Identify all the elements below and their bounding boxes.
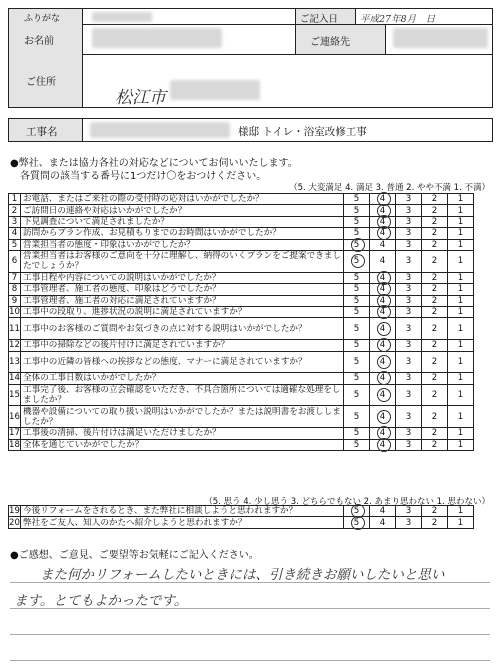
rating-value: 1 <box>457 506 464 517</box>
rating-option-4[interactable] <box>370 373 396 384</box>
rating-value: 5 <box>353 256 360 267</box>
rating-value: 3 <box>405 373 412 384</box>
rating-value: 5 <box>353 390 360 401</box>
rating-option-2[interactable] <box>422 428 448 439</box>
rating-option-4[interactable] <box>370 318 396 340</box>
rating-value: 3 <box>405 411 412 422</box>
rating-value: 4 <box>379 390 386 401</box>
question-row <box>9 284 474 295</box>
name-label: お名前 <box>24 36 54 47</box>
rating-option-5[interactable] <box>344 205 370 216</box>
rating-value: 1 <box>457 216 464 227</box>
rating-value: 3 <box>405 205 412 216</box>
question-row <box>9 194 474 205</box>
rating-option-5[interactable] <box>344 272 370 283</box>
rating-option-3[interactable] <box>396 306 422 317</box>
rating-value: 4 <box>379 356 386 367</box>
rating-option-1[interactable] <box>448 295 474 306</box>
rating-option-1[interactable] <box>448 406 474 428</box>
rating-value: 2 <box>431 272 438 283</box>
date-label: ご記入日 <box>300 14 339 25</box>
rating-option-2[interactable] <box>422 284 448 295</box>
rating-option-1[interactable] <box>448 205 474 216</box>
rating-value: 2 <box>431 205 438 216</box>
question-number: 12 <box>9 340 20 351</box>
question-row <box>9 351 474 373</box>
question-number: 8 <box>9 284 21 295</box>
rating-value: 1 <box>457 439 464 450</box>
rating-option-3[interactable] <box>396 428 422 439</box>
rating-value: 1 <box>457 428 464 439</box>
rating-value: 3 <box>405 517 412 528</box>
question-text: 営業担当者の態度・印象はいかがでしたか？ <box>21 239 344 250</box>
rating-option-5[interactable] <box>344 439 370 450</box>
rating-value: 3 <box>405 272 412 283</box>
rating-value: 1 <box>457 411 464 422</box>
rating-value: 3 <box>405 439 412 450</box>
rating-option-2[interactable] <box>422 216 448 227</box>
question-number: 7 <box>9 272 21 283</box>
rating-option-5[interactable] <box>344 295 370 306</box>
rating-option-4[interactable] <box>370 228 396 239</box>
question-number: 3 <box>9 216 21 227</box>
rating-option-1[interactable] <box>448 373 474 384</box>
selected-circle-mark <box>351 516 365 530</box>
rating-value: 4 <box>379 194 386 205</box>
question-text: 弊社をご友人、知人のかたへ紹介しようと思われますか？ <box>21 517 344 528</box>
question-number: 9 <box>9 295 21 306</box>
rating-option-2[interactable] <box>422 194 448 205</box>
rating-value: 1 <box>457 228 464 239</box>
rating-option-4[interactable] <box>370 439 396 450</box>
rating-option-2[interactable] <box>422 351 448 373</box>
job-title: 様邸 トイレ・浴室改修工事 <box>238 126 367 138</box>
question-text: 機器や設備についての取り扱い説明はいかがでしたか？または説明書をお渡ししましたか？ <box>21 406 344 428</box>
rating-option-1[interactable] <box>448 272 474 283</box>
selected-circle-mark <box>377 322 391 336</box>
rating-value: 3 <box>405 356 412 367</box>
question-text: お電話、またはご来社の際の受付時の応対はいかがでしたか？ <box>21 194 344 205</box>
rating-value: 1 <box>457 205 464 216</box>
rating-option-1[interactable] <box>448 506 474 517</box>
question-row <box>9 295 474 306</box>
rating-value: 2 <box>431 506 438 517</box>
comment-text-line-2: ます。とてもよかったです。 <box>14 593 188 609</box>
rating-value: 1 <box>457 239 464 250</box>
rating-value: 2 <box>431 411 438 422</box>
rating-option-5[interactable] <box>344 239 370 250</box>
rating-value: 4 <box>379 439 386 450</box>
rating-option-2[interactable] <box>422 228 448 239</box>
rating-value: 2 <box>431 323 438 334</box>
question-row <box>9 506 474 517</box>
rating-option-2[interactable] <box>422 306 448 317</box>
comment-text-line-1: また何かリフォームしたいときには、引き続きお願いしたいと思い <box>40 567 445 583</box>
rating-option-1[interactable] <box>448 194 474 205</box>
rating-option-4[interactable] <box>370 250 396 272</box>
comment-line <box>10 660 490 661</box>
rating-option-1[interactable] <box>448 340 474 351</box>
rating-value: 3 <box>405 390 412 401</box>
rating-option-4[interactable] <box>370 506 396 517</box>
rating-option-5[interactable] <box>344 284 370 295</box>
rating-option-2[interactable] <box>422 373 448 384</box>
rating-value: 5 <box>353 295 360 306</box>
rating-value: 3 <box>405 307 412 318</box>
question-number: 2 <box>9 205 21 216</box>
intro-line-1: ●弊社、または協力各社の対応などについてお伺いいたします。 <box>10 158 298 169</box>
rating-option-2[interactable] <box>422 295 448 306</box>
question-text: 訪問からプラン作成、お見積もりまでのお時間はいかがでしたか？ <box>21 228 344 239</box>
question-number: 5 <box>9 239 21 250</box>
rating-value: 3 <box>405 239 412 250</box>
rating-value: 2 <box>431 307 438 318</box>
rating-value: 5 <box>353 216 360 227</box>
rating-value: 3 <box>405 216 412 227</box>
agreement-scale-legend: （5. 思う 4. 少し思う 3. どちらでもない 2. あまり思わない 1. 思わない） <box>204 497 490 507</box>
question-text: 下見調査について満足されましたか？ <box>21 216 344 227</box>
rating-value: 2 <box>431 228 438 239</box>
rating-value: 3 <box>405 194 412 205</box>
rating-option-5[interactable] <box>344 384 370 406</box>
rating-option-3[interactable] <box>396 439 422 450</box>
rating-value: 3 <box>405 295 412 306</box>
question-number: 17 <box>9 428 20 439</box>
rating-value: 4 <box>379 272 386 283</box>
rating-value: 4 <box>379 284 386 295</box>
rating-value: 1 <box>457 373 464 384</box>
rating-value: 2 <box>431 194 438 205</box>
question-number: 18 <box>9 439 20 450</box>
rating-option-5[interactable] <box>344 194 370 205</box>
question-number: 16 <box>9 406 21 428</box>
rating-value: 5 <box>353 428 360 439</box>
rating-option-5[interactable] <box>344 306 370 317</box>
rating-option-2[interactable] <box>422 205 448 216</box>
rating-option-3[interactable] <box>396 205 422 216</box>
question-number: 20 <box>9 517 20 528</box>
rating-value: 5 <box>353 307 360 318</box>
rating-value: 2 <box>431 356 438 367</box>
selected-circle-mark <box>377 438 391 452</box>
rating-option-3[interactable] <box>396 506 422 517</box>
contact-label: ご連絡先 <box>310 37 350 48</box>
rating-option-2[interactable] <box>422 517 448 528</box>
question-text: 工事中の掃除などの後片付けに満足されていますか？ <box>21 340 344 351</box>
question-text: 工事日程や内容についての説明はいかがでしたか？ <box>21 272 344 283</box>
rating-value: 1 <box>457 356 464 367</box>
rating-option-4[interactable] <box>370 351 396 373</box>
question-row <box>9 517 474 528</box>
question-text: 工事管理者、施工者の態度、印象はどうでしたか？ <box>21 284 344 295</box>
selected-circle-mark <box>377 410 391 424</box>
rating-option-3[interactable] <box>396 295 422 306</box>
question-row <box>9 205 474 216</box>
rating-value: 1 <box>457 284 464 295</box>
question-row <box>9 384 474 406</box>
question-row <box>9 272 474 283</box>
question-number: 14 <box>9 373 20 384</box>
rating-option-3[interactable] <box>396 517 422 528</box>
rating-scale-legend: （5. 大変満足 4. 満足 3. 普通 2. やや不満 1. 不満） <box>289 183 490 193</box>
rating-value: 2 <box>431 216 438 227</box>
rating-value: 3 <box>405 428 412 439</box>
rating-value: 3 <box>405 323 412 334</box>
rating-option-1[interactable] <box>448 517 474 528</box>
redacted-address <box>170 80 260 100</box>
comment-line <box>10 634 490 635</box>
question-row <box>9 306 474 317</box>
selected-circle-mark <box>377 388 391 402</box>
rating-value: 1 <box>457 390 464 401</box>
question-row <box>9 228 474 239</box>
rating-option-5[interactable] <box>344 250 370 272</box>
divider <box>385 24 386 54</box>
rating-value: 1 <box>457 272 464 283</box>
question-row <box>9 239 474 250</box>
question-row <box>9 439 474 450</box>
intro-line-2: 各質問の該当する番号に1つだけ〇をおつけください。 <box>20 171 267 182</box>
rating-value: 2 <box>431 373 438 384</box>
rating-value: 5 <box>353 517 360 528</box>
question-text: 全体の工事日数はいかがでしたか？ <box>21 373 344 384</box>
question-text: 工事管理者、施工者の対応に満足されていますか？ <box>21 295 344 306</box>
question-number: 15 <box>9 384 21 406</box>
redacted-name <box>92 28 222 48</box>
question-text: 工事完了後、お客様の立会確認をいただき、不具合箇所については適確な処理をしましたか？ <box>21 384 344 406</box>
question-text: 工事中の段取り、進捗状況の説明に満足されていますか？ <box>21 306 344 317</box>
rating-option-3[interactable] <box>396 250 422 272</box>
rating-option-4[interactable] <box>370 406 396 428</box>
rating-option-2[interactable] <box>422 272 448 283</box>
comments-label: ●ご感想、ご意見、ご要望等お気軽にご記入ください。 <box>10 550 259 561</box>
rating-value: 4 <box>379 340 386 351</box>
question-number: 13 <box>9 351 21 373</box>
rating-option-3[interactable] <box>396 351 422 373</box>
rating-option-5[interactable] <box>344 318 370 340</box>
question-row <box>9 318 474 340</box>
question-number: 19 <box>9 506 20 517</box>
rating-value: 2 <box>431 340 438 351</box>
rating-value: 4 <box>379 228 386 239</box>
rating-value: 2 <box>431 295 438 306</box>
rating-option-5[interactable] <box>344 428 370 439</box>
rating-value: 5 <box>353 194 360 205</box>
rating-option-1[interactable] <box>448 228 474 239</box>
furigana-label: ふりがな <box>24 14 61 24</box>
rating-option-5[interactable] <box>344 351 370 373</box>
rating-value: 4 <box>379 323 386 334</box>
rating-option-2[interactable] <box>422 318 448 340</box>
rating-value: 1 <box>457 307 464 318</box>
rating-option-3[interactable] <box>396 406 422 428</box>
question-text: 全体を通じていかがでしたか？ <box>21 439 344 450</box>
question-text: 工事中の近隣の皆様への挨拶などの態度、マナーに満足されていますか？ <box>21 351 344 373</box>
rating-option-3[interactable] <box>396 228 422 239</box>
rating-value: 5 <box>353 239 360 250</box>
rating-option-4[interactable] <box>370 384 396 406</box>
rating-value: 3 <box>405 256 412 267</box>
question-number: 11 <box>9 318 21 340</box>
question-row <box>9 340 474 351</box>
rating-option-2[interactable] <box>422 384 448 406</box>
rating-value: 4 <box>379 428 386 439</box>
rating-option-4[interactable] <box>370 239 396 250</box>
question-text: 営業担当者はお客様のご意向を十分に理解し、納得のいくプランをご提案できましたでしょうか？ <box>21 250 344 272</box>
rating-value: 3 <box>405 506 412 517</box>
rating-option-3[interactable] <box>396 373 422 384</box>
rating-value: 2 <box>431 239 438 250</box>
rating-option-4[interactable] <box>370 517 396 528</box>
rating-option-5[interactable] <box>344 216 370 227</box>
rating-option-5[interactable] <box>344 517 370 528</box>
redacted-job-name <box>90 122 230 138</box>
question-row <box>9 373 474 384</box>
rating-option-3[interactable] <box>396 284 422 295</box>
rating-value: 1 <box>457 517 464 528</box>
rating-option-3[interactable] <box>396 194 422 205</box>
rating-option-1[interactable] <box>448 239 474 250</box>
rating-value: 5 <box>353 356 360 367</box>
rating-option-2[interactable] <box>422 340 448 351</box>
rating-value: 2 <box>431 428 438 439</box>
rating-value: 5 <box>353 439 360 450</box>
rating-option-1[interactable] <box>448 351 474 373</box>
rating-option-3[interactable] <box>396 384 422 406</box>
selected-circle-mark <box>351 254 365 268</box>
rating-value: 4 <box>379 295 386 306</box>
rating-value: 2 <box>431 284 438 295</box>
rating-value: 1 <box>457 323 464 334</box>
rating-value: 4 <box>379 506 386 517</box>
questions-table-2 <box>8 505 474 529</box>
rating-value: 5 <box>353 373 360 384</box>
rating-value: 5 <box>353 506 360 517</box>
rating-option-2[interactable] <box>422 239 448 250</box>
rating-value: 5 <box>353 228 360 239</box>
question-text: 工事後の清掃、後片付けは満足いただけましたか？ <box>21 428 344 439</box>
rating-option-1[interactable] <box>448 306 474 317</box>
job-label: 工事名 <box>26 126 58 138</box>
question-row <box>9 406 474 428</box>
date-value: 平成27年8月 日 <box>360 14 436 25</box>
rating-value: 1 <box>457 295 464 306</box>
question-number: 4 <box>9 228 21 239</box>
address-label: ご住所 <box>26 77 56 88</box>
divider <box>295 8 296 54</box>
rating-value: 4 <box>379 373 386 384</box>
selected-circle-mark <box>377 355 391 369</box>
rating-option-3[interactable] <box>396 318 422 340</box>
rating-value: 5 <box>353 284 360 295</box>
rating-option-5[interactable] <box>344 406 370 428</box>
rating-option-1[interactable] <box>448 250 474 272</box>
rating-value: 4 <box>379 517 386 528</box>
rating-option-2[interactable] <box>422 506 448 517</box>
question-row <box>9 428 474 439</box>
rating-option-5[interactable] <box>344 373 370 384</box>
rating-option-1[interactable] <box>448 384 474 406</box>
rating-option-1[interactable] <box>448 318 474 340</box>
question-number: 1 <box>9 194 21 205</box>
rating-value: 2 <box>431 517 438 528</box>
rating-option-3[interactable] <box>396 216 422 227</box>
rating-option-1[interactable] <box>448 284 474 295</box>
rating-value: 4 <box>379 411 386 422</box>
question-text: ご訪問日の連絡や対応はいかがでしたか？ <box>21 205 344 216</box>
rating-option-3[interactable] <box>396 340 422 351</box>
rating-value: 4 <box>379 216 386 227</box>
rating-value: 5 <box>353 272 360 283</box>
rating-value: 4 <box>379 205 386 216</box>
question-number: 6 <box>9 250 21 272</box>
rating-value: 5 <box>353 340 360 351</box>
rating-value: 4 <box>379 307 386 318</box>
rating-option-4[interactable] <box>370 306 396 317</box>
rating-value: 2 <box>431 256 438 267</box>
rating-value: 5 <box>353 411 360 422</box>
question-row <box>9 216 474 227</box>
address-value: 松江市 <box>115 88 166 108</box>
rating-option-3[interactable] <box>396 272 422 283</box>
rating-option-1[interactable] <box>448 439 474 450</box>
rating-value: 4 <box>379 256 386 267</box>
rating-value: 3 <box>405 228 412 239</box>
rating-value: 1 <box>457 194 464 205</box>
question-text: 工事中のお客様のご質問やお気づきの点に対する説明はいかがでしたか？ <box>21 318 344 340</box>
rating-value: 1 <box>457 256 464 267</box>
question-row <box>9 250 474 272</box>
rating-option-4[interactable] <box>370 340 396 351</box>
rating-option-2[interactable] <box>422 250 448 272</box>
question-text: 今後リフォームをされるとき、また弊社に相談しようと思われますか？ <box>21 506 344 517</box>
rating-option-5[interactable] <box>344 340 370 351</box>
rating-value: 2 <box>431 390 438 401</box>
rating-option-1[interactable] <box>448 428 474 439</box>
redacted-furigana <box>92 12 152 22</box>
rating-value: 5 <box>353 323 360 334</box>
rating-option-3[interactable] <box>396 239 422 250</box>
rating-option-1[interactable] <box>448 216 474 227</box>
rating-value: 3 <box>405 340 412 351</box>
divider <box>82 8 83 108</box>
rating-value: 3 <box>405 284 412 295</box>
divider <box>355 8 356 24</box>
rating-option-2[interactable] <box>422 406 448 428</box>
rating-value: 4 <box>379 239 386 250</box>
question-number: 10 <box>9 307 20 318</box>
questions-table <box>8 193 474 451</box>
redacted-contact <box>393 28 488 48</box>
rating-value: 2 <box>431 439 438 450</box>
rating-option-2[interactable] <box>422 439 448 450</box>
rating-value: 5 <box>353 205 360 216</box>
rating-value: 1 <box>457 340 464 351</box>
